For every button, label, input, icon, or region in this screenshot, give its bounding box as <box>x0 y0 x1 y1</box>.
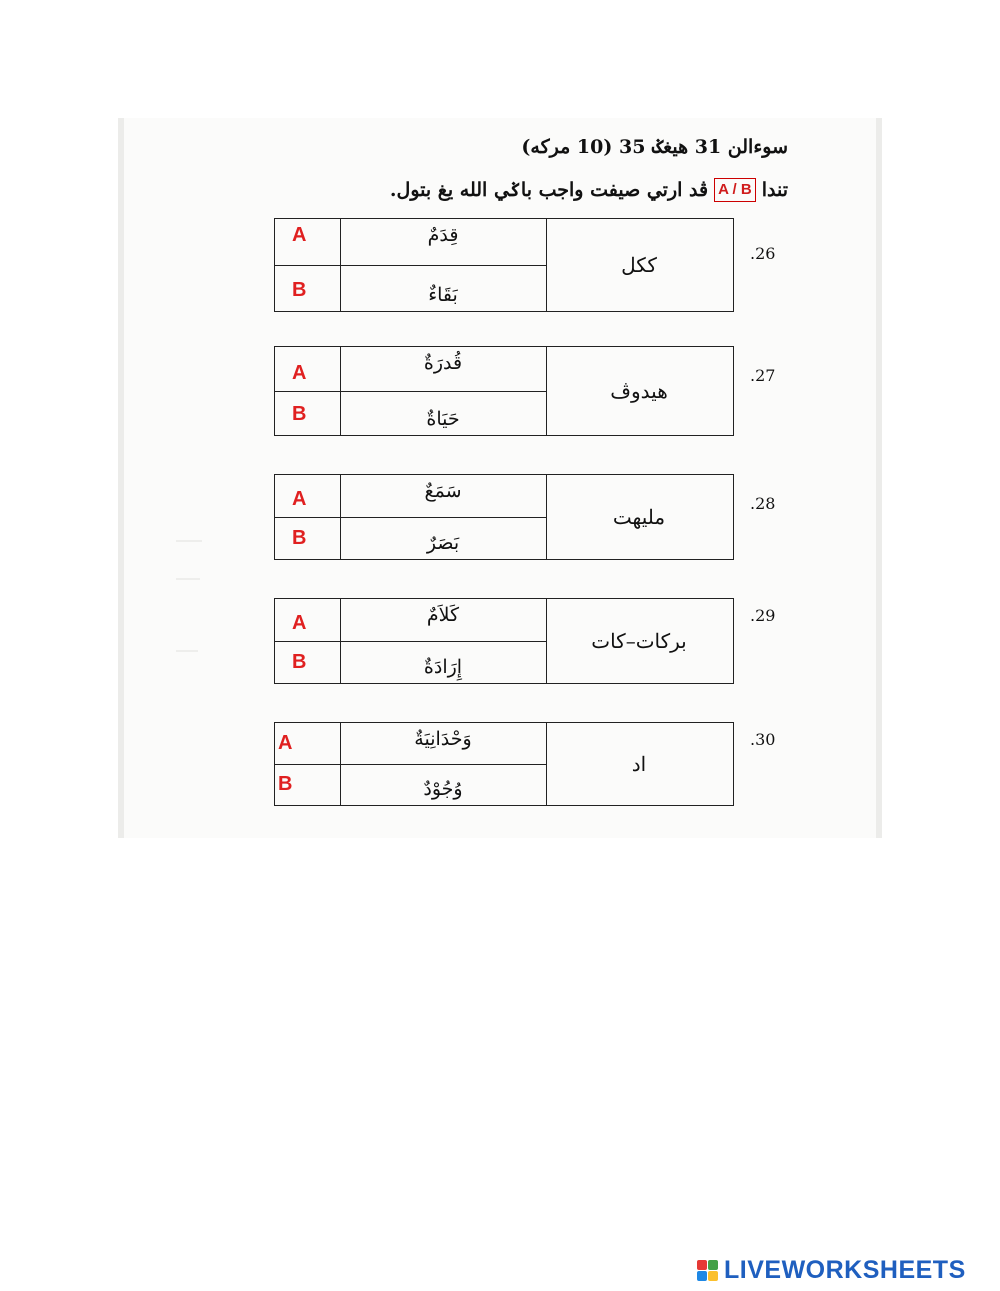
answer-label-a[interactable]: A <box>292 224 307 246</box>
question-30 <box>274 722 776 806</box>
question-29 <box>274 598 776 684</box>
option-b: بَقَاءٌ <box>428 284 458 306</box>
answer-label-a[interactable]: A <box>292 612 307 634</box>
question-27 <box>274 346 776 436</box>
question-number: .28 <box>750 494 776 513</box>
answer-label-b[interactable]: B <box>278 773 293 795</box>
option-b: إِرَادَةٌ <box>423 656 463 678</box>
row-divider <box>275 517 547 518</box>
instruction-line <box>390 178 788 202</box>
answer-format-box: A / B <box>714 178 756 202</box>
sifat-meaning: اد <box>631 752 647 776</box>
option-b: وُجُوْدٌ <box>423 778 463 800</box>
option-b: حَيَاةٌ <box>426 408 460 430</box>
question-number: .27 <box>750 366 776 385</box>
scan-edge-left <box>118 118 124 838</box>
option-a: سَمَعٌ <box>424 480 462 502</box>
answer-label-b[interactable]: B <box>292 279 307 301</box>
option-a: قِدَمٌ <box>427 224 459 246</box>
sifat-meaning: هيدوڤ <box>610 379 668 403</box>
option-a: وَحْدَانِيَةٌ <box>414 728 472 750</box>
row-divider <box>275 391 547 392</box>
brand-name: LIVEWORKSHEETS <box>724 1255 966 1284</box>
option-a: كَلاَمٌ <box>426 604 460 626</box>
option-a: قُدرَةٌ <box>423 352 463 374</box>
answer-label-b[interactable]: B <box>292 403 307 425</box>
question-title: سوءالن 31 هيغݢ 35 (10 مركه) <box>521 136 788 158</box>
question-number: .26 <box>750 244 776 263</box>
option-b: بَصَرٌ <box>426 532 460 554</box>
row-divider <box>275 764 547 765</box>
liveworksheets-logo <box>697 1256 966 1284</box>
bleed-mark <box>176 578 200 580</box>
sifat-meaning: ککل <box>621 253 657 277</box>
scan-edge-right <box>876 118 882 838</box>
question-28 <box>274 474 776 560</box>
row-divider <box>275 641 547 642</box>
bleed-mark <box>176 650 198 652</box>
instruction-text: ڤد ارتي صيفت واجب باݢي الله يغ بتول. <box>389 179 709 201</box>
liveworksheets-logo-icon <box>697 1260 718 1281</box>
instruction-prefix: تندا <box>761 179 788 201</box>
answer-label-a[interactable]: A <box>292 362 307 384</box>
question-26 <box>274 218 776 312</box>
question-number: .29 <box>750 606 776 625</box>
answer-label-b[interactable]: B <box>292 651 307 673</box>
answer-label-a[interactable]: A <box>278 732 293 754</box>
bleed-mark <box>176 540 202 542</box>
question-number: .30 <box>750 730 776 749</box>
sifat-meaning: مليهت <box>612 505 666 529</box>
row-divider <box>275 265 547 266</box>
answer-label-a[interactable]: A <box>292 488 307 510</box>
sifat-meaning: بركات–كات <box>591 629 687 653</box>
answer-label-b[interactable]: B <box>292 527 307 549</box>
